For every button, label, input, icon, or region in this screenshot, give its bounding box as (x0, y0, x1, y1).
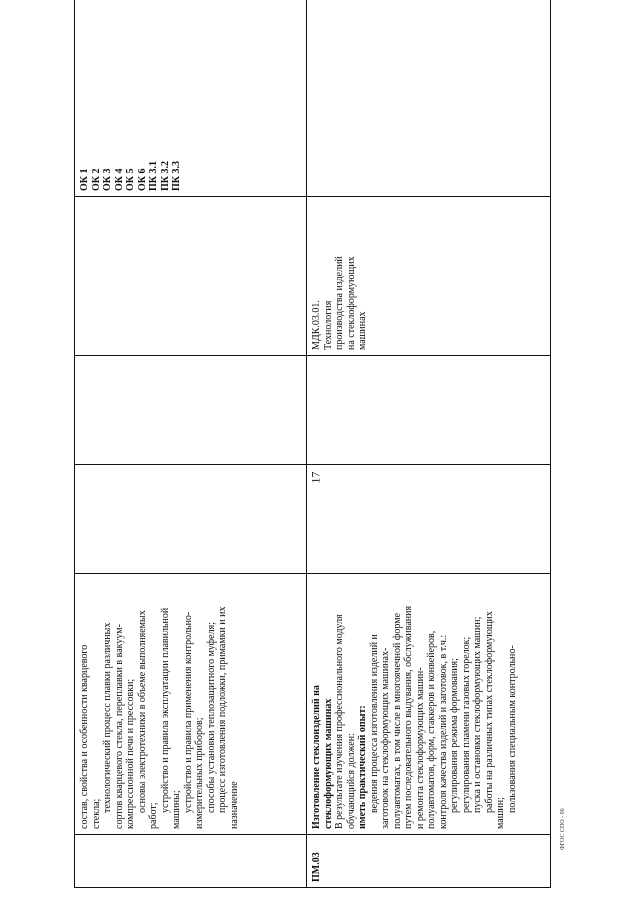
content-line: полуавтоматах, в том числе в многоячечной форме (391, 613, 403, 829)
content-line: основы электротехники в объеме выполняемых (136, 610, 148, 813)
content-line: состав, свойства и особенности кварцевого (79, 644, 90, 829)
empty-cell (75, 465, 307, 574)
content-line: машины; (171, 790, 182, 829)
content-line: полуавтоматов, форм, стаккеров и конвейеров, (426, 630, 437, 829)
competency-code: ОК 5 (125, 168, 136, 191)
content-cell (75, 574, 307, 835)
content-line: заготовок на стеклоформующих машинах- (380, 647, 391, 829)
mdk-line: МДК.03.01. (311, 300, 322, 350)
mdk-cell (75, 197, 307, 356)
content-line: контроля качества изделий и заготовок, в т.ч.: (437, 634, 449, 829)
empty-cell (307, 356, 551, 465)
content-line: стекла; (90, 798, 102, 829)
content-line: Изготовление стеклоизделий на (311, 685, 322, 829)
content-line: способы установки теплозащитного муфеля; (205, 622, 217, 813)
mdk-line: производства изделий (334, 256, 345, 350)
competency-code: ПК 3.3 (171, 160, 182, 191)
mdk-cell (307, 197, 551, 356)
competency-code: ОК 3 (102, 168, 113, 191)
content-line: ведения процесса изготовления изделий и (368, 634, 380, 813)
module-code-cell (75, 835, 307, 888)
competency-cell (75, 0, 307, 197)
mdk-line: Технология (322, 300, 334, 350)
content-line: пользования специальным контрольно- (506, 645, 518, 813)
content-line: иметь практический опыт: (357, 705, 368, 829)
content-line: назначение (228, 781, 240, 829)
content-line: стеклоформующих машинах (322, 698, 334, 829)
competency-code: ОК 4 (113, 168, 125, 191)
competency-code: ОК 6 (136, 168, 148, 191)
content-line: пуска и остановки стеклоформующих машин; (472, 616, 483, 813)
content-line: работы на различных типах стеклоформующих (483, 611, 495, 813)
curriculum-table-frame (74, 45, 550, 888)
competency-code: ПК 3.2 (159, 160, 171, 191)
mdk-line: машинах (357, 311, 368, 350)
competency-code: ПК 3.1 (148, 160, 159, 191)
content-line: устройство и правила применения контрольно- (182, 611, 194, 813)
content-line: измерительных приборов; (194, 717, 205, 829)
content-line: технологический процесс плавки различных (102, 622, 113, 813)
content-line: работ; (148, 802, 159, 829)
empty-cell (307, 465, 551, 574)
module-code-cell: ПМ.03 (307, 835, 551, 888)
content-line: путем последовательного выдувания, обслуживания (403, 605, 414, 829)
page-number: 17 (308, 471, 323, 484)
content-line: регулирования режима формования; (449, 658, 460, 813)
footer-code: ФГОС СПО - 06 (560, 808, 566, 850)
content-line: устройство и правила эксплуатации плавильной (159, 607, 171, 813)
content-line: компрессионной печи и прессовки; (125, 678, 136, 829)
table-row (307, 0, 551, 888)
competency-cell (307, 0, 551, 197)
content-cell (307, 574, 551, 835)
competency-code: ОК 1 (79, 168, 90, 191)
content-line: процесс изготовления подложки, примамки и их (217, 606, 228, 813)
table-row (75, 0, 307, 888)
empty-cell (75, 356, 307, 465)
content-line: машин; (495, 797, 506, 829)
competency-code: ОК 2 (90, 168, 102, 191)
content-line: и ремонта стеклоформующих машин- (414, 667, 426, 829)
content-line: регулирования пламени газовых горелок; (460, 636, 472, 813)
mdk-line: на стеклоформующих (345, 256, 357, 350)
content-line: обучающийся должен: (345, 733, 357, 829)
content-line: В результате изучения профессионального модуля (334, 614, 345, 829)
curriculum-table (74, 0, 551, 888)
content-line: сортов кварцевого стекла, переплавки в вакуум- (113, 624, 125, 829)
